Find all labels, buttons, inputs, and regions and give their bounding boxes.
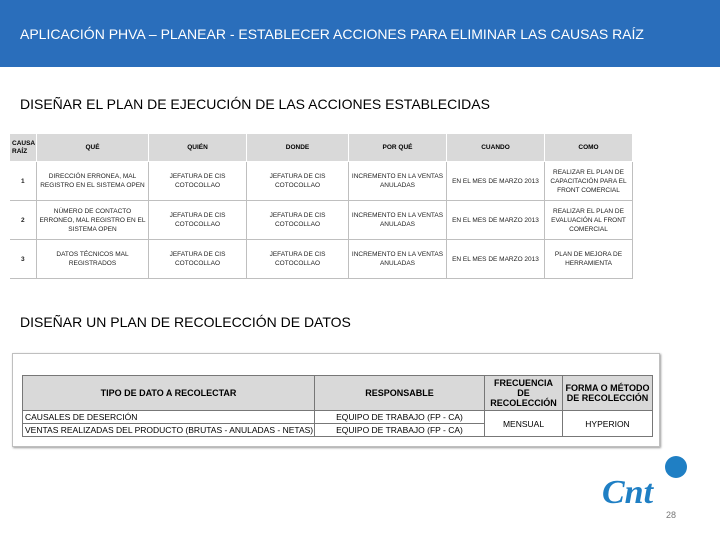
table-cell: DATOS TÉCNICOS MAL REGISTRADOS: [37, 240, 149, 279]
table-cell: VENTAS REALIZADAS DEL PRODUCTO (BRUTAS - ANULADAS - NETAS): [23, 424, 315, 437]
table-cell: NÚMERO DE CONTACTO ERRONEO, MAL REGISTRO EN EL SISTEMA OPEN: [37, 201, 149, 240]
column-header: POR QUÉ: [349, 134, 447, 162]
table-cell: JEFATURA DE CIS COTOCOLLAO: [247, 162, 349, 201]
table-cell: PLAN DE MEJORA DE HERRAMIENTA: [545, 240, 633, 279]
table-cell: INCREMENTO EN LA VENTAS ANULADAS: [349, 240, 447, 279]
table-cell: INCREMENTO EN LA VENTAS ANULADAS: [349, 162, 447, 201]
action-plan-table: [9, 133, 633, 279]
table-cell: JEFATURA DE CIS COTOCOLLAO: [149, 240, 247, 279]
table-cell: REALIZAR EL PLAN DE EVALUACIÓN AL FRONT COMERCIAL: [545, 201, 633, 240]
table-cell: EQUIPO DE TRABAJO (FP - CA): [315, 411, 485, 424]
column-header: DONDE: [247, 134, 349, 162]
column-header: CAUSA RAÍZ: [10, 134, 37, 162]
method-cell: HYPERION: [563, 411, 653, 437]
table-cell: JEFATURA DE CIS COTOCOLLAO: [247, 201, 349, 240]
cnt-logo: [600, 455, 690, 515]
column-header: QUÉ: [37, 134, 149, 162]
section-title-plan: DISEÑAR EL PLAN DE EJECUCIÓN DE LAS ACCIONES ESTABLECIDAS: [20, 96, 490, 112]
page-number: 28: [666, 510, 677, 520]
header-banner: [0, 0, 720, 67]
table-header-row: [10, 134, 633, 162]
column-header: CUANDO: [447, 134, 545, 162]
data-collection-table: [22, 375, 653, 437]
column-header: RESPONSABLE: [315, 376, 485, 411]
column-header: QUIÉN: [149, 134, 247, 162]
column-header: TIPO DE DATO A RECOLECTAR: [23, 376, 315, 411]
table-row: [10, 201, 633, 240]
cnt-logo-mark: [600, 455, 690, 515]
section-title-data-collection: DISEÑAR UN PLAN DE RECOLECCIÓN DE DATOS: [20, 314, 351, 330]
table-cell: EN EL MES DE MARZO 2013: [447, 162, 545, 201]
table-row: [10, 240, 633, 279]
table-cell: EN EL MES DE MARZO 2013: [447, 201, 545, 240]
column-header: COMO: [545, 134, 633, 162]
table-cell: 3: [10, 240, 37, 279]
table-cell: 2: [10, 201, 37, 240]
table-cell: JEFATURA DE CIS COTOCOLLAO: [149, 201, 247, 240]
frequency-cell: MENSUAL: [485, 411, 563, 437]
page-title: APLICACIÓN PHVA – PLANEAR - ESTABLECER ACCIONES PARA ELIMINAR LAS CAUSAS RAÍZ: [20, 26, 644, 42]
table-cell: 1: [10, 162, 37, 201]
table-cell: INCREMENTO EN LA VENTAS ANULADAS: [349, 201, 447, 240]
table-cell: CAUSALES DE DESERCIÓN: [23, 411, 315, 424]
table-cell: EQUIPO DE TRABAJO (FP - CA): [315, 424, 485, 437]
column-header: FORMA O MÉTODO DE RECOLECCIÓN: [563, 376, 653, 411]
table-cell: EN EL MES DE MARZO 2013: [447, 240, 545, 279]
column-header: FRECUENCIA DE RECOLECCIÓN: [485, 376, 563, 411]
table-cell: JEFATURA DE CIS COTOCOLLAO: [149, 162, 247, 201]
table-cell: REALIZAR EL PLAN DE CAPACITACIÓN PARA EL FRONT COMERCIAL: [545, 162, 633, 201]
table-cell: JEFATURA DE CIS COTOCOLLAO: [247, 240, 349, 279]
table-cell: DIRECCIÓN ERRONEA, MAL REGISTRO EN EL SISTEMA OPEN: [37, 162, 149, 201]
table-row: [23, 411, 653, 424]
table-row: [10, 162, 633, 201]
table-header-row: [23, 376, 653, 411]
logo-text: Cnt: [602, 474, 654, 511]
